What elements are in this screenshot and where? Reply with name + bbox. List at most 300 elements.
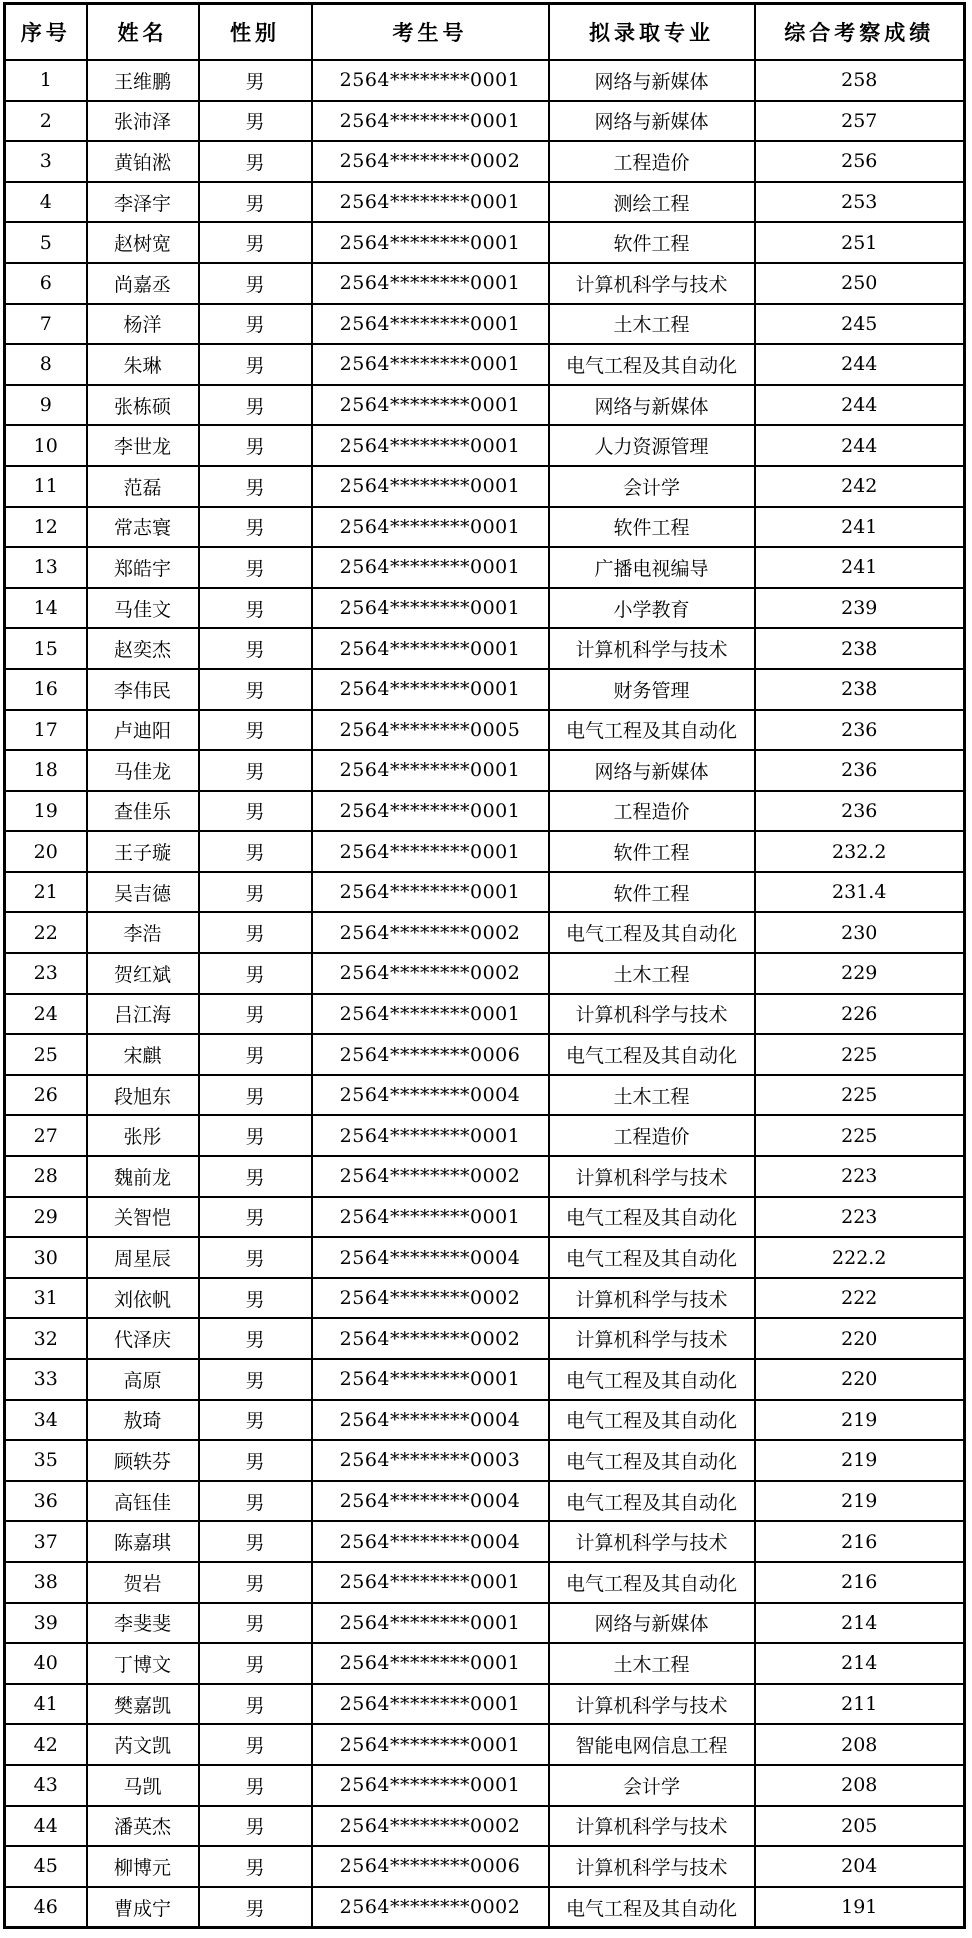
major-cell: 电气工程及其自动化 [549, 1562, 755, 1603]
gender-cell: 男 [199, 101, 312, 142]
exam-number-cell: 2564********0001 [312, 466, 549, 507]
table-row [5, 1156, 965, 1197]
name-cell: 马凯 [87, 1765, 199, 1806]
exam-number-cell: 2564********0001 [312, 1562, 549, 1603]
name-cell: 常志寰 [87, 507, 199, 548]
table-row [5, 710, 965, 751]
gender-cell: 男 [199, 1643, 312, 1684]
major-cell: 土木工程 [549, 1643, 755, 1684]
score-cell: 229 [755, 953, 965, 994]
table-row [5, 791, 965, 832]
score-cell: 216 [755, 1521, 965, 1562]
major-cell: 网络与新媒体 [549, 750, 755, 791]
exam-number-cell: 2564********0006 [312, 1034, 549, 1075]
gender-cell: 男 [199, 1075, 312, 1116]
serial-number-cell: 2 [5, 101, 87, 142]
gender-cell: 男 [199, 1481, 312, 1522]
score-cell: 244 [755, 344, 965, 385]
score-cell: 244 [755, 385, 965, 426]
gender-cell: 男 [199, 466, 312, 507]
serial-number-cell: 6 [5, 263, 87, 304]
name-cell: 段旭东 [87, 1075, 199, 1116]
name-cell: 宋麒 [87, 1034, 199, 1075]
name-cell: 顾轶芬 [87, 1440, 199, 1481]
table-row [5, 1359, 965, 1400]
gender-cell: 男 [199, 1765, 312, 1806]
exam-number-cell: 2564********0001 [312, 628, 549, 669]
name-cell: 陈嘉琪 [87, 1521, 199, 1562]
score-cell: 244 [755, 425, 965, 466]
score-cell: 256 [755, 141, 965, 182]
gender-cell: 男 [199, 425, 312, 466]
exam-number-cell: 2564********0001 [312, 994, 549, 1035]
major-cell: 软件工程 [549, 507, 755, 548]
name-cell: 贺红斌 [87, 953, 199, 994]
serial-number-cell: 43 [5, 1765, 87, 1806]
exam-number-cell: 2564********0001 [312, 1724, 549, 1765]
exam-number-cell: 2564********0001 [312, 263, 549, 304]
exam-number-cell: 2564********0001 [312, 750, 549, 791]
gender-cell: 男 [199, 304, 312, 345]
serial-number-cell: 21 [5, 872, 87, 913]
name-cell: 樊嘉凯 [87, 1684, 199, 1725]
table-header [5, 4, 965, 61]
exam-number-cell: 2564********0002 [312, 1887, 549, 1928]
table-row [5, 1603, 965, 1644]
major-cell: 计算机科学与技术 [549, 1156, 755, 1197]
name-cell: 丁博文 [87, 1643, 199, 1684]
table-row [5, 547, 965, 588]
header-major: 拟录取专业 [549, 4, 755, 61]
score-cell: 220 [755, 1359, 965, 1400]
table-row [5, 1440, 965, 1481]
table-row [5, 182, 965, 223]
major-cell: 电气工程及其自动化 [549, 1197, 755, 1238]
exam-number-cell: 2564********0001 [312, 547, 549, 588]
score-cell: 208 [755, 1765, 965, 1806]
name-cell: 魏前龙 [87, 1156, 199, 1197]
major-cell: 电气工程及其自动化 [549, 1359, 755, 1400]
major-cell: 软件工程 [549, 872, 755, 913]
major-cell: 网络与新媒体 [549, 101, 755, 142]
major-cell: 电气工程及其自动化 [549, 912, 755, 953]
serial-number-cell: 25 [5, 1034, 87, 1075]
exam-number-cell: 2564********0001 [312, 831, 549, 872]
major-cell: 土木工程 [549, 953, 755, 994]
gender-cell: 男 [199, 628, 312, 669]
name-cell: 马佳龙 [87, 750, 199, 791]
table-row [5, 425, 965, 466]
score-cell: 258 [755, 60, 965, 101]
table-row [5, 1724, 965, 1765]
serial-number-cell: 12 [5, 507, 87, 548]
major-cell: 计算机科学与技术 [549, 1521, 755, 1562]
major-cell: 工程造价 [549, 1115, 755, 1156]
gender-cell: 男 [199, 60, 312, 101]
score-cell: 232.2 [755, 831, 965, 872]
table-row [5, 1278, 965, 1319]
major-cell: 计算机科学与技术 [549, 1846, 755, 1887]
major-cell: 人力资源管理 [549, 425, 755, 466]
score-cell: 223 [755, 1197, 965, 1238]
gender-cell: 男 [199, 912, 312, 953]
table-row [5, 1237, 965, 1278]
table-row [5, 912, 965, 953]
score-cell: 204 [755, 1846, 965, 1887]
exam-number-cell: 2564********0001 [312, 791, 549, 832]
major-cell: 小学教育 [549, 588, 755, 629]
table-row [5, 1075, 965, 1116]
major-cell: 网络与新媒体 [549, 385, 755, 426]
admission-table [3, 2, 966, 1929]
gender-cell: 男 [199, 1806, 312, 1847]
major-cell: 电气工程及其自动化 [549, 1400, 755, 1441]
major-cell: 计算机科学与技术 [549, 1278, 755, 1319]
serial-number-cell: 15 [5, 628, 87, 669]
table-row [5, 1846, 965, 1887]
serial-number-cell: 4 [5, 182, 87, 223]
name-cell: 曹成宁 [87, 1887, 199, 1928]
score-cell: 223 [755, 1156, 965, 1197]
table-row [5, 60, 965, 101]
exam-number-cell: 2564********0003 [312, 1440, 549, 1481]
score-cell: 242 [755, 466, 965, 507]
table-row [5, 1887, 965, 1928]
score-cell: 231.4 [755, 872, 965, 913]
major-cell: 智能电网信息工程 [549, 1724, 755, 1765]
score-cell: 238 [755, 628, 965, 669]
score-cell: 226 [755, 994, 965, 1035]
exam-number-cell: 2564********0002 [312, 1806, 549, 1847]
gender-cell: 男 [199, 1562, 312, 1603]
name-cell: 高原 [87, 1359, 199, 1400]
exam-number-cell: 2564********0001 [312, 1197, 549, 1238]
gender-cell: 男 [199, 141, 312, 182]
header-gender: 性别 [199, 4, 312, 61]
name-cell: 赵奕杰 [87, 628, 199, 669]
name-cell: 查佳乐 [87, 791, 199, 832]
score-cell: 225 [755, 1034, 965, 1075]
exam-number-cell: 2564********0006 [312, 1846, 549, 1887]
name-cell: 李浩 [87, 912, 199, 953]
serial-number-cell: 7 [5, 304, 87, 345]
gender-cell: 男 [199, 507, 312, 548]
major-cell: 计算机科学与技术 [549, 994, 755, 1035]
serial-number-cell: 41 [5, 1684, 87, 1725]
gender-cell: 男 [199, 1359, 312, 1400]
gender-cell: 男 [199, 1115, 312, 1156]
name-cell: 贺岩 [87, 1562, 199, 1603]
exam-number-cell: 2564********0004 [312, 1521, 549, 1562]
gender-cell: 男 [199, 547, 312, 588]
gender-cell: 男 [199, 1318, 312, 1359]
table-row [5, 750, 965, 791]
serial-number-cell: 38 [5, 1562, 87, 1603]
table-row [5, 1562, 965, 1603]
serial-number-cell: 3 [5, 141, 87, 182]
serial-number-cell: 37 [5, 1521, 87, 1562]
serial-number-cell: 13 [5, 547, 87, 588]
exam-number-cell: 2564********0002 [312, 1318, 549, 1359]
name-cell: 敖琦 [87, 1400, 199, 1441]
major-cell: 计算机科学与技术 [549, 1318, 755, 1359]
score-cell: 208 [755, 1724, 965, 1765]
major-cell: 计算机科学与技术 [549, 628, 755, 669]
exam-number-cell: 2564********0001 [312, 872, 549, 913]
score-cell: 214 [755, 1603, 965, 1644]
table-row [5, 1197, 965, 1238]
exam-number-cell: 2564********0001 [312, 304, 549, 345]
serial-number-cell: 18 [5, 750, 87, 791]
table-row [5, 141, 965, 182]
table-row [5, 994, 965, 1035]
major-cell: 会计学 [549, 1765, 755, 1806]
name-cell: 赵树宽 [87, 222, 199, 263]
serial-number-cell: 19 [5, 791, 87, 832]
table-row [5, 385, 965, 426]
table-row [5, 669, 965, 710]
exam-number-cell: 2564********0001 [312, 1603, 549, 1644]
major-cell: 会计学 [549, 466, 755, 507]
serial-number-cell: 44 [5, 1806, 87, 1847]
table-row [5, 1684, 965, 1725]
table-row [5, 1643, 965, 1684]
score-cell: 236 [755, 750, 965, 791]
serial-number-cell: 30 [5, 1237, 87, 1278]
table-row [5, 466, 965, 507]
table-row [5, 1481, 965, 1522]
name-cell: 张栋硕 [87, 385, 199, 426]
major-cell: 电气工程及其自动化 [549, 1237, 755, 1278]
exam-number-cell: 2564********0001 [312, 1359, 549, 1400]
score-cell: 250 [755, 263, 965, 304]
gender-cell: 男 [199, 1400, 312, 1441]
name-cell: 芮文凯 [87, 1724, 199, 1765]
serial-number-cell: 45 [5, 1846, 87, 1887]
header-row [5, 4, 965, 61]
exam-number-cell: 2564********0001 [312, 182, 549, 223]
major-cell: 网络与新媒体 [549, 60, 755, 101]
table-row [5, 831, 965, 872]
exam-number-cell: 2564********0001 [312, 669, 549, 710]
name-cell: 杨洋 [87, 304, 199, 345]
gender-cell: 男 [199, 1684, 312, 1725]
serial-number-cell: 35 [5, 1440, 87, 1481]
gender-cell: 男 [199, 750, 312, 791]
table-row [5, 101, 965, 142]
serial-number-cell: 28 [5, 1156, 87, 1197]
score-cell: 239 [755, 588, 965, 629]
exam-number-cell: 2564********0002 [312, 1278, 549, 1319]
serial-number-cell: 17 [5, 710, 87, 751]
table-row [5, 1521, 965, 1562]
name-cell: 张彤 [87, 1115, 199, 1156]
major-cell: 财务管理 [549, 669, 755, 710]
major-cell: 电气工程及其自动化 [549, 1887, 755, 1928]
score-cell: 257 [755, 101, 965, 142]
score-cell: 220 [755, 1318, 965, 1359]
exam-number-cell: 2564********0001 [312, 60, 549, 101]
serial-number-cell: 20 [5, 831, 87, 872]
score-cell: 219 [755, 1440, 965, 1481]
major-cell: 工程造价 [549, 791, 755, 832]
serial-number-cell: 32 [5, 1318, 87, 1359]
exam-number-cell: 2564********0002 [312, 953, 549, 994]
exam-number-cell: 2564********0004 [312, 1237, 549, 1278]
serial-number-cell: 29 [5, 1197, 87, 1238]
header-score: 综合考察成绩 [755, 4, 965, 61]
major-cell: 软件工程 [549, 831, 755, 872]
gender-cell: 男 [199, 263, 312, 304]
name-cell: 郑皓宇 [87, 547, 199, 588]
gender-cell: 男 [199, 1034, 312, 1075]
score-cell: 219 [755, 1400, 965, 1441]
major-cell: 计算机科学与技术 [549, 1806, 755, 1847]
serial-number-cell: 27 [5, 1115, 87, 1156]
score-cell: 245 [755, 304, 965, 345]
gender-cell: 男 [199, 953, 312, 994]
name-cell: 吴吉德 [87, 872, 199, 913]
gender-cell: 男 [199, 1887, 312, 1928]
gender-cell: 男 [199, 791, 312, 832]
gender-cell: 男 [199, 1724, 312, 1765]
gender-cell: 男 [199, 1846, 312, 1887]
gender-cell: 男 [199, 1521, 312, 1562]
major-cell: 电气工程及其自动化 [549, 344, 755, 385]
serial-number-cell: 9 [5, 385, 87, 426]
gender-cell: 男 [199, 872, 312, 913]
serial-number-cell: 42 [5, 1724, 87, 1765]
gender-cell: 男 [199, 994, 312, 1035]
table-row [5, 1806, 965, 1847]
name-cell: 尚嘉丞 [87, 263, 199, 304]
exam-number-cell: 2564********0005 [312, 710, 549, 751]
gender-cell: 男 [199, 222, 312, 263]
score-cell: 236 [755, 791, 965, 832]
gender-cell: 男 [199, 1197, 312, 1238]
table-row [5, 1034, 965, 1075]
exam-number-cell: 2564********0001 [312, 1765, 549, 1806]
exam-number-cell: 2564********0004 [312, 1075, 549, 1116]
major-cell: 电气工程及其自动化 [549, 1481, 755, 1522]
score-cell: 191 [755, 1887, 965, 1928]
major-cell: 测绘工程 [549, 182, 755, 223]
exam-number-cell: 2564********0001 [312, 344, 549, 385]
major-cell: 软件工程 [549, 222, 755, 263]
major-cell: 广播电视编导 [549, 547, 755, 588]
exam-number-cell: 2564********0002 [312, 912, 549, 953]
gender-cell: 男 [199, 182, 312, 223]
exam-number-cell: 2564********0001 [312, 425, 549, 466]
score-cell: 222.2 [755, 1237, 965, 1278]
serial-number-cell: 46 [5, 1887, 87, 1928]
exam-number-cell: 2564********0001 [312, 222, 549, 263]
serial-number-cell: 8 [5, 344, 87, 385]
exam-number-cell: 2564********0001 [312, 507, 549, 548]
score-cell: 230 [755, 912, 965, 953]
score-cell: 225 [755, 1075, 965, 1116]
gender-cell: 男 [199, 669, 312, 710]
gender-cell: 男 [199, 710, 312, 751]
gender-cell: 男 [199, 588, 312, 629]
serial-number-cell: 36 [5, 1481, 87, 1522]
header-name: 姓名 [87, 4, 199, 61]
name-cell: 刘依帆 [87, 1278, 199, 1319]
gender-cell: 男 [199, 385, 312, 426]
major-cell: 电气工程及其自动化 [549, 1440, 755, 1481]
gender-cell: 男 [199, 1237, 312, 1278]
serial-number-cell: 26 [5, 1075, 87, 1116]
name-cell: 代泽庆 [87, 1318, 199, 1359]
exam-number-cell: 2564********0001 [312, 588, 549, 629]
major-cell: 计算机科学与技术 [549, 263, 755, 304]
gender-cell: 男 [199, 1440, 312, 1481]
gender-cell: 男 [199, 1603, 312, 1644]
table-row [5, 1400, 965, 1441]
table-row [5, 263, 965, 304]
major-cell: 网络与新媒体 [549, 1603, 755, 1644]
name-cell: 吕江海 [87, 994, 199, 1035]
major-cell: 土木工程 [549, 1075, 755, 1116]
table-row [5, 304, 965, 345]
major-cell: 电气工程及其自动化 [549, 1034, 755, 1075]
score-cell: 236 [755, 710, 965, 751]
name-cell: 李泽宇 [87, 182, 199, 223]
score-cell: 251 [755, 222, 965, 263]
major-cell: 计算机科学与技术 [549, 1684, 755, 1725]
exam-number-cell: 2564********0001 [312, 1643, 549, 1684]
name-cell: 周星辰 [87, 1237, 199, 1278]
serial-number-cell: 24 [5, 994, 87, 1035]
major-cell: 电气工程及其自动化 [549, 710, 755, 751]
name-cell: 黄铂淞 [87, 141, 199, 182]
exam-number-cell: 2564********0001 [312, 1115, 549, 1156]
score-cell: 222 [755, 1278, 965, 1319]
score-cell: 216 [755, 1562, 965, 1603]
table-body [5, 60, 965, 1928]
gender-cell: 男 [199, 344, 312, 385]
serial-number-cell: 5 [5, 222, 87, 263]
table-row [5, 1115, 965, 1156]
major-cell: 工程造价 [549, 141, 755, 182]
table-row [5, 628, 965, 669]
name-cell: 柳博元 [87, 1846, 199, 1887]
score-cell: 238 [755, 669, 965, 710]
header-exam-number: 考生号 [312, 4, 549, 61]
table-row [5, 953, 965, 994]
exam-number-cell: 2564********0004 [312, 1400, 549, 1441]
gender-cell: 男 [199, 1278, 312, 1319]
table-row [5, 222, 965, 263]
serial-number-cell: 1 [5, 60, 87, 101]
serial-number-cell: 16 [5, 669, 87, 710]
serial-number-cell: 22 [5, 912, 87, 953]
score-cell: 214 [755, 1643, 965, 1684]
score-cell: 253 [755, 182, 965, 223]
name-cell: 关智恺 [87, 1197, 199, 1238]
major-cell: 土木工程 [549, 304, 755, 345]
header-serial-number: 序号 [5, 4, 87, 61]
serial-number-cell: 40 [5, 1643, 87, 1684]
exam-number-cell: 2564********0002 [312, 1156, 549, 1197]
score-cell: 225 [755, 1115, 965, 1156]
score-cell: 211 [755, 1684, 965, 1725]
table-row [5, 507, 965, 548]
table-row [5, 588, 965, 629]
serial-number-cell: 14 [5, 588, 87, 629]
serial-number-cell: 39 [5, 1603, 87, 1644]
name-cell: 朱琳 [87, 344, 199, 385]
